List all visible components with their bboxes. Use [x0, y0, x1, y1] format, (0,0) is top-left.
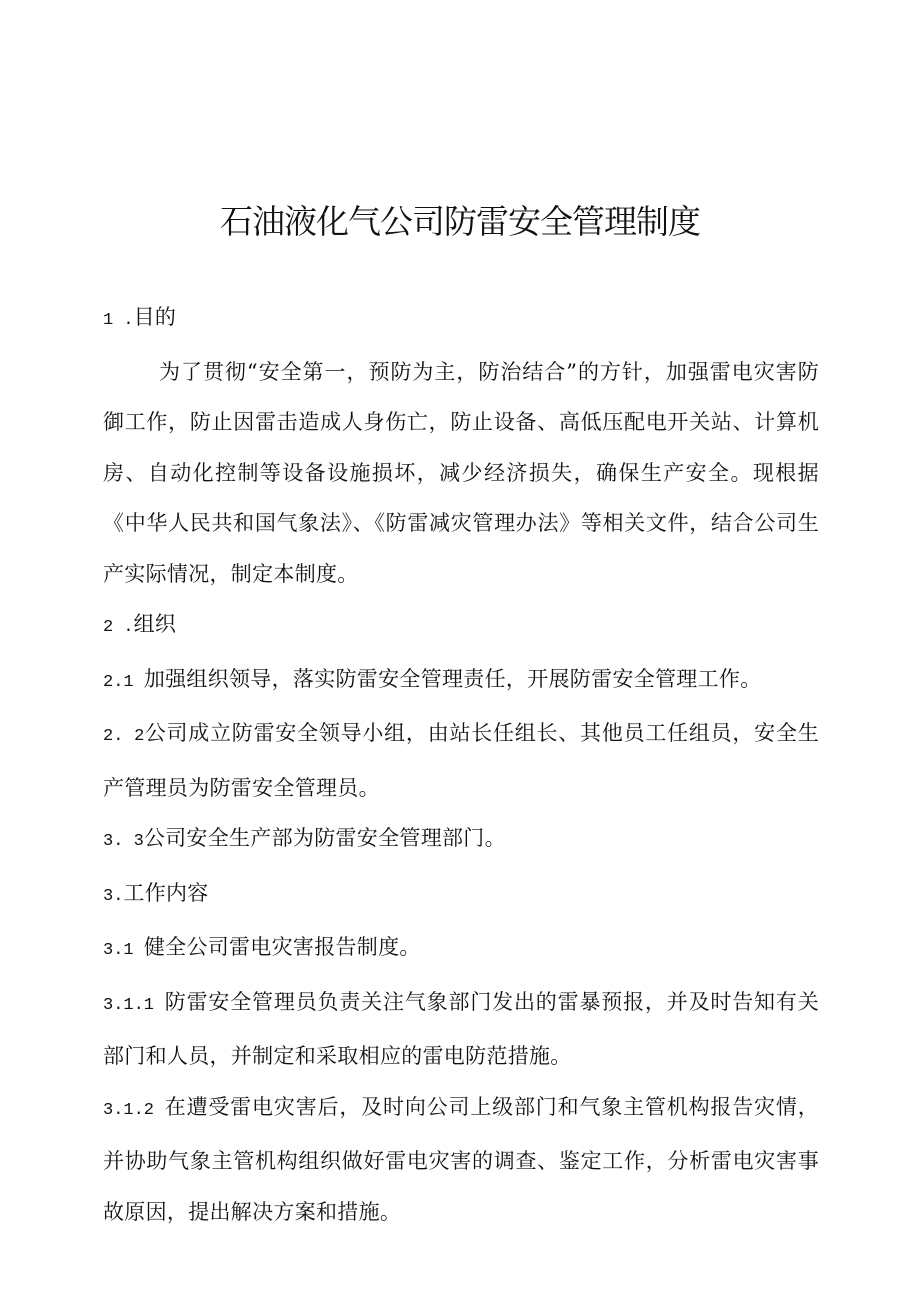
clause-text: 健全公司雷电灾害报告制度。 — [143, 935, 421, 959]
section-number: 1 . — [103, 311, 134, 330]
clause-number: 3.1.2 — [103, 1100, 165, 1120]
clause-3-1-1 — [103, 977, 819, 1082]
document-body — [103, 292, 819, 1237]
clause-text: 在遭受雷电灾害后，及时向公司上级部门和气象主管机构报告灾情，并协助气象主管机构组织做好雷电灾害的调查、鉴定工作，分析雷电灾害事故原因，提出解决方案和措施。 — [103, 1094, 820, 1224]
clause-text: 公司安全生产部为防雷安全管理部门。 — [143, 826, 506, 850]
clause-2-1 — [103, 654, 819, 709]
purpose-paragraph: 为了贯彻“安全第一，预防为主，防治结合”的方针，加强雷电灾害防御工作，防止因雷击造成人身伤亡，防止设备、高低压配电开关站、计算机房、自动化控制等设备设施损坏，减少经济损失，确保生产安全。现根据《中华人民共和国气象法》、《防雷减灾管理办法》等相关文件，结合公司生产实际情况，制定本制度。 — [103, 359, 819, 586]
clause-2-2 — [103, 708, 819, 813]
clause-text: 公司成立防雷安全领导小组，由站长任组长、其他员工任组员，安全生产管理员为防雷安全管理员。 — [103, 721, 820, 800]
section-heading-purpose — [103, 292, 819, 347]
clause-3-1-2 — [103, 1082, 819, 1238]
clause-text: 防雷安全管理员负责关注气象部门发出的雷暴预报，并及时告知有关部门和人员，并制定和采取相应的雷电防范措施。 — [103, 989, 820, 1068]
clause-3-3 — [103, 813, 819, 868]
section-number: 3. — [103, 886, 124, 906]
clause-number: 2.1 — [103, 672, 144, 692]
clause-text: 加强组织领导，落实防雷安全管理责任，开展防雷安全管理工作。 — [143, 666, 762, 691]
section-number: 2 . — [103, 618, 134, 637]
section-heading-work-content — [103, 868, 819, 923]
clause-number: 3.1.1 — [103, 995, 165, 1015]
section-heading-text: 工作内容 — [123, 880, 209, 905]
section-heading-text: 目的 — [133, 305, 177, 329]
clause-number: 3.1 — [103, 941, 144, 960]
section-heading-organization — [103, 599, 819, 654]
clause-number: 2. 2 — [103, 727, 145, 746]
section-heading-text: 组织 — [133, 612, 177, 636]
document-title: 石油液化气公司防雷安全管理制度 — [220, 202, 700, 241]
clause-3-1 — [103, 922, 819, 977]
clause-number: 3. 3 — [103, 832, 144, 851]
